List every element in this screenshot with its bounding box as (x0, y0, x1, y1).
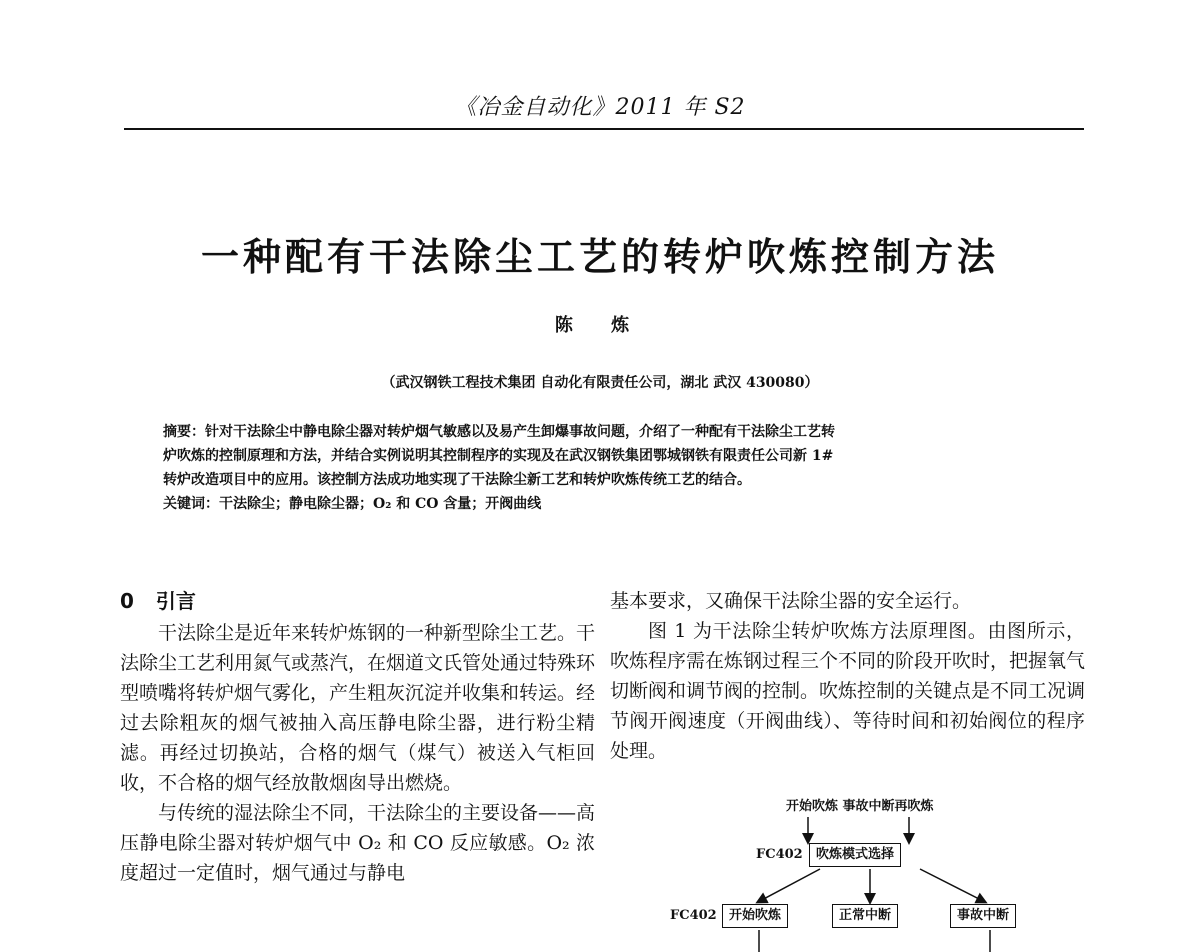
arrow-mode-to-start (758, 869, 820, 902)
flow-node-start: 开始吹炼 (722, 904, 788, 928)
flow-input-restart-label: 事故中断再吹炼 (842, 799, 934, 814)
flow-fc-label: FC402 (756, 847, 803, 862)
body-paragraph: 基本要求，又确保干法除尘器的安全运行。 (610, 590, 972, 612)
flow-node-normal-interrupt: 正常中断 (832, 904, 898, 928)
body-paragraph: 干法除尘是近年来转炉炼钢的一种新型除尘工艺。干法除尘工艺利用氮气或蒸汽，在烟道文氏管处通过特殊环型喷嘴将转炉烟气雾化，产生粗灰沉淀并收集和转运。经过去除粗灰的烟气被抽入高压静电除尘器，进行粉尘精滤。再经过切换站，合格的烟气（煤气）被送入气柜回收，不合格的烟气经放散烟囱导出燃烧。 (120, 622, 596, 794)
abstract-line: 炉吹炼的控制原理和方法，并结合实例说明其控制程序的实现及在武汉钢铁集团鄂城钢铁有限责任公司新 1# (163, 448, 834, 464)
flow-node-fault-interrupt: 事故中断 (950, 904, 1016, 928)
abstract (163, 420, 1043, 516)
flowchart-connectors (660, 795, 1080, 952)
body-paragraph: 与传统的湿法除尘不同，干法除尘的主要设备——高压静电除尘器对转炉烟气中 O₂ 和 CO 反应敏感。O₂ 浓度超过一定值时，烟气通过与静电 (120, 802, 596, 884)
abstract-line: 转炉改造项目中的应用。该控制方法成功地实现了干法除尘新工艺和转炉吹炼传统工艺的结合。 (163, 472, 751, 488)
paper-affiliation: （武汉钢铁工程技术集团 自动化有限责任公司，湖北 武汉 430080） (381, 375, 819, 391)
section-title: 引言 (155, 589, 196, 613)
flow-input-start-label: 开始吹炼 (786, 799, 839, 814)
section-number: 0 (120, 589, 134, 613)
flow-input-start (786, 795, 934, 814)
flow-fc-label: FC402 (670, 908, 717, 923)
header-rule (124, 128, 1084, 130)
left-column (120, 586, 595, 888)
arrow-mode-to-fault (920, 869, 985, 902)
journal-header: 《冶金自动化》2011 年 S2 (454, 95, 746, 120)
keywords: 关键词：干法除尘；静电除尘器；O₂ 和 CO 含量；开阀曲线 (163, 496, 542, 512)
section-heading (120, 586, 595, 616)
paper-title: 一种配有干法除尘工艺的转炉吹炼控制方法 (200, 235, 999, 279)
abstract-line: 摘要：针对干法除尘中静电除尘器对转炉烟气敏感以及易产生卸爆事故问题，介绍了一种配有干法除尘工艺转 (163, 424, 835, 440)
right-column (610, 586, 1085, 766)
flow-node-mode-select: 吹炼模式选择 (809, 843, 901, 867)
paper-author: 陈 炼 (554, 315, 646, 336)
figure-flowchart (660, 795, 1080, 952)
body-paragraph: 图 1 为干法除尘转炉吹炼方法原理图。由图所示，吹炼程序需在炼钢过程三个不同的阶段开吹时，把握氧气切断阀和调节阀的控制。吹炼控制的关键点是不同工况调节阀开阀速度（开阀曲线）、等待时间和初始阀位的程序处理。 (610, 620, 1086, 762)
